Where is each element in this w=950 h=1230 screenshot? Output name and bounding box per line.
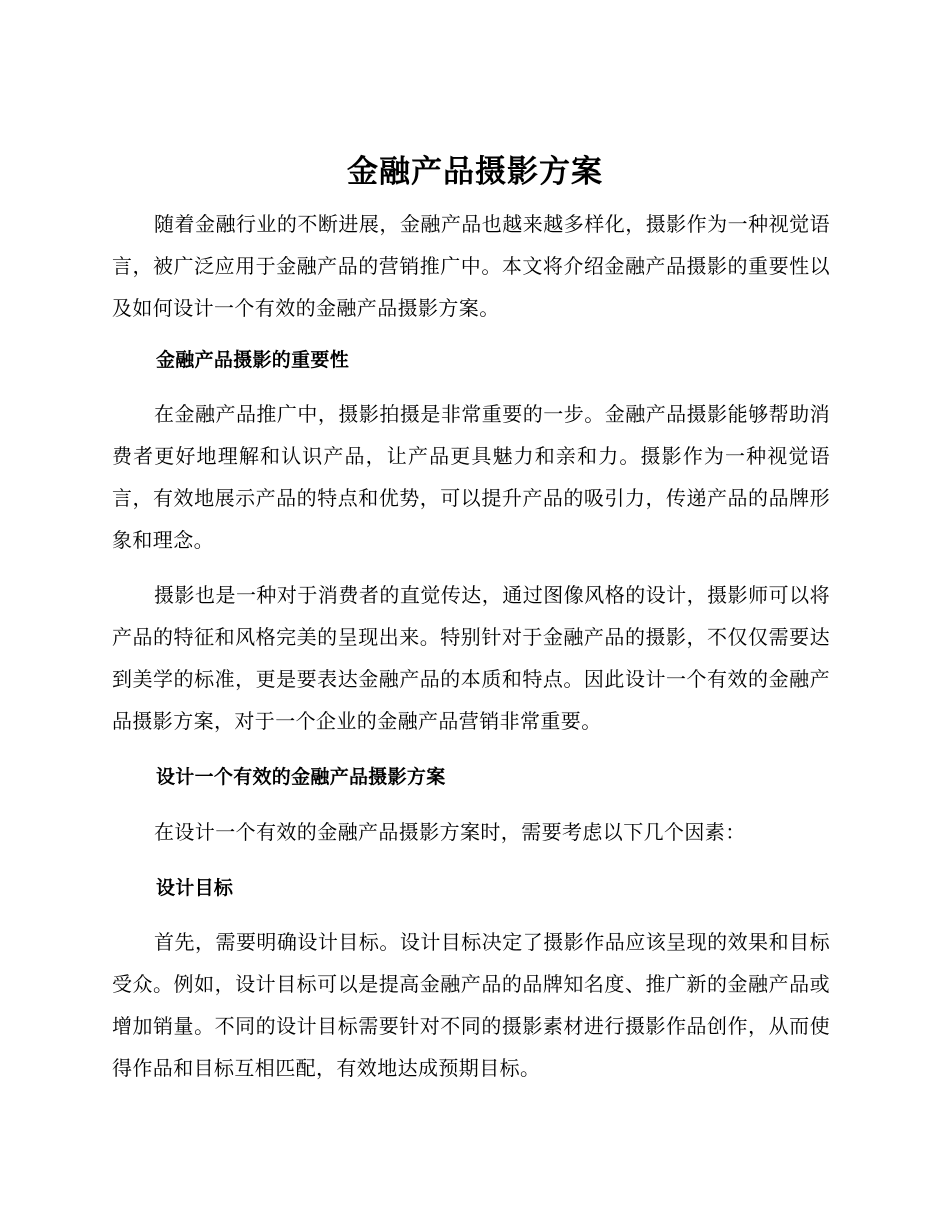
- document-title: 金融产品摄影方案: [347, 154, 603, 190]
- section-heading-design-plan: 设计一个有效的金融产品摄影方案: [156, 766, 446, 788]
- design-plan-paragraph: 在设计一个有效的金融产品摄影方案时，需要考虑以下几个因素：: [154, 820, 746, 844]
- section-heading-design-goal: 设计目标: [156, 877, 234, 899]
- intro-paragraph: 随着金融行业的不断进展，金融产品也越来越多样化，摄影作为一种视觉语言，被广泛应用于金融产品的营销推广中。本文将介绍金融产品摄影的重要性以及如何设计一个有效的金融产品摄影方案。: [112, 212, 830, 320]
- section-heading-importance: 金融产品摄影的重要性: [156, 349, 350, 371]
- importance-paragraph-1: 在金融产品推广中，摄影拍摄是非常重要的一步。金融产品摄影能够帮助消费者更好地理解和认识产品，让产品更具魅力和亲和力。摄影作为一种视觉语言，有效地展示产品的特点和优势，可以提升产品的吸引力，传递产品的品牌形象和理念。: [112, 402, 830, 552]
- design-goal-paragraph: 首先，需要明确设计目标。设计目标决定了摄影作品应该呈现的效果和目标受众。例如，设计目标可以是提高金融产品的品牌知名度、推广新的金融产品或增加销量。不同的设计目标需要针对不同的摄影素材进行摄影作品创作，从而使得作品和目标互相匹配，有效地达成预期目标。: [112, 930, 830, 1080]
- importance-paragraph-2: 摄影也是一种对于消费者的直觉传达，通过图像风格的设计，摄影师可以将产品的特征和风格完美的呈现出来。特别针对于金融产品的摄影，不仅仅需要达到美学的标准，更是要表达金融产品的本质和特点。因此设计一个有效的金融产品摄影方案，对于一个企业的金融产品营销非常重要。: [112, 583, 830, 733]
